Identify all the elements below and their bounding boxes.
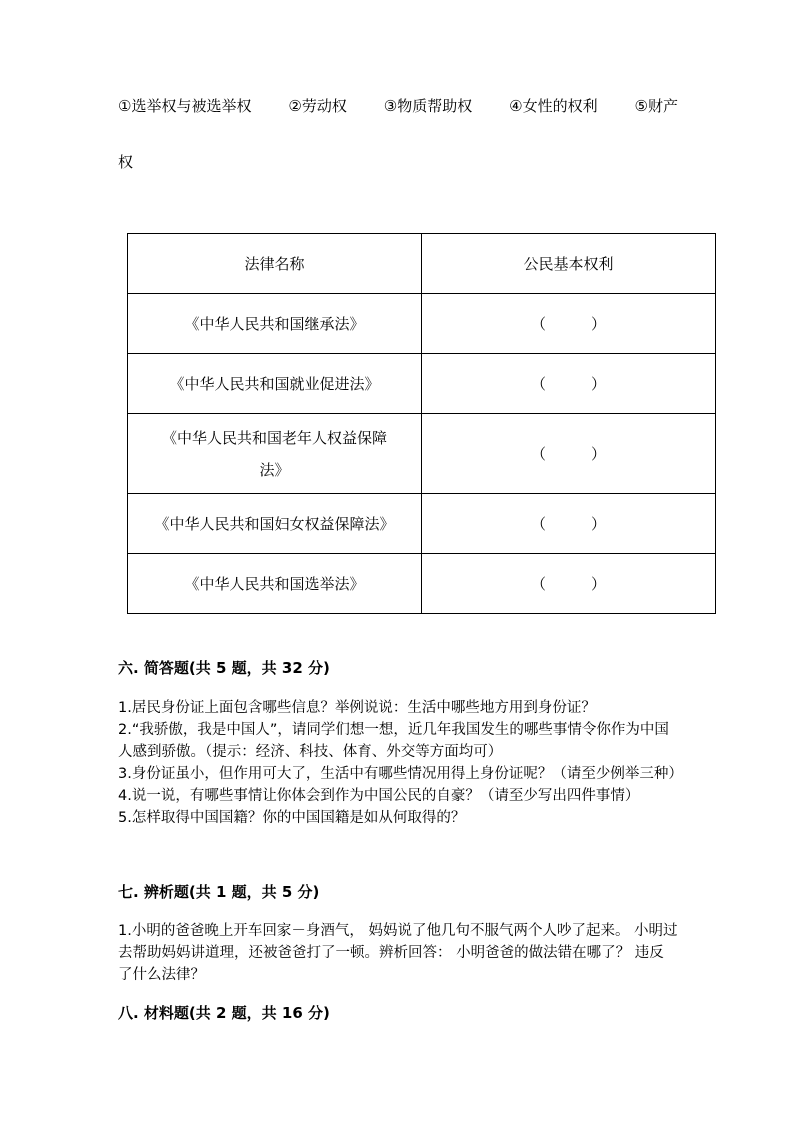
rights-options [118, 93, 678, 175]
law-name: 《中华人民共和国妇女权益保障法》 [128, 494, 422, 554]
law-name: 《中华人民共和国继承法》 [128, 294, 422, 354]
answer-blank[interactable]: （ ） [422, 414, 716, 494]
question-item: 2.“我骄傲，我是中国人”，请同学们想一想，近几年我国发生的哪些事情令你作为中国人感到骄傲。（提示：经济、科技、体育、外交等方面均可） [118, 722, 669, 760]
question-item: 5.怎样取得中国国籍？你的中国国籍是如从何取得的？ [118, 810, 466, 826]
option-4: ④女性的权利 [509, 97, 598, 115]
table-header-row [128, 234, 716, 294]
header-citizen-rights: 公民基本权利 [422, 234, 716, 294]
question-item: 1.居民身份证上面包含哪些信息？举例说说：生活中哪些地方用到身份证？ [118, 700, 596, 716]
option-1: ①选举权与被选举权 [118, 97, 252, 115]
table-row [128, 554, 716, 614]
section-7-title: 七. 辨析题(共 1 题，共 5 分) [118, 883, 320, 901]
law-rights-table [127, 233, 716, 614]
table-row [128, 414, 716, 494]
law-name: 《中华人民共和国就业促进法》 [128, 354, 422, 414]
question-item: 3.身份证虽小，但作用可大了，生活中有哪些情况用得上身份证呢？（请至少例举三种） [118, 766, 683, 782]
option-5: ⑤财产 [634, 97, 678, 115]
option-2: ②劳动权 [288, 97, 347, 115]
law-name: 《中华人民共和国选举法》 [128, 554, 422, 614]
options-row [118, 93, 678, 119]
section-7-questions [118, 920, 678, 986]
table-row [128, 494, 716, 554]
option-5-continued: 权 [118, 153, 134, 171]
question-item: 1.小明的爸爸晚上开车回家－身酒气， 妈妈说了他几句不服气两个人吵了起来。 小明过去帮助妈妈讲道理，还被爸爸打了一顿。辨析回答： 小明爸爸的做法错在哪了？ 违反了什么法律？ [118, 923, 678, 983]
answer-blank[interactable]: （ ） [422, 294, 716, 354]
section-8-title: 八. 材料题(共 2 题，共 16 分) [118, 1004, 330, 1022]
table-row [128, 294, 716, 354]
answer-blank[interactable]: （ ） [422, 494, 716, 554]
table-row [128, 354, 716, 414]
law-name: 《中华人民共和国老年人权益保障 法》 [128, 414, 422, 494]
section-6-questions [118, 697, 683, 829]
option-3: ③物质帮助权 [383, 97, 473, 115]
answer-blank[interactable]: （ ） [422, 554, 716, 614]
answer-blank[interactable]: （ ） [422, 354, 716, 414]
section-6-title: 六. 简答题(共 5 题，共 32 分) [118, 659, 330, 677]
question-item: 4.说一说，有哪些事情让你体会到作为中国公民的自豪？（请至少写出四件事情） [118, 788, 640, 804]
header-law-name: 法律名称 [128, 234, 422, 294]
